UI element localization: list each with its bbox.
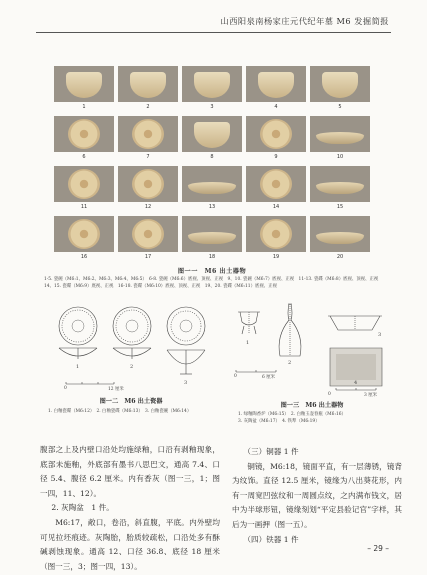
- photo-bowl-8: [182, 116, 242, 152]
- photo-number: 1: [82, 104, 86, 110]
- photo-dish-18: [182, 216, 242, 252]
- photo-number: 13: [208, 204, 216, 210]
- fig13-caption: 图一三 M6 出土器物: [280, 402, 344, 409]
- photo-number: 3: [210, 104, 214, 110]
- fig13-label-3: 3: [378, 332, 382, 338]
- fig13-drawing: [232, 300, 392, 396]
- page-number: – 29 –: [367, 544, 389, 553]
- fig12-scale-label: 12 厘米: [108, 387, 124, 392]
- plate-caption: 图一一 M6 出土器物: [177, 268, 247, 275]
- section-heading: （三）铜器 1 件: [243, 447, 299, 456]
- photo-row-2: [52, 116, 372, 166]
- photo-number: 18: [208, 254, 216, 260]
- fig12-legend: 1. 白釉瓷碟（M6:12） 2. 白釉瓷碟（M6:13） 3. 白釉瓷碗（M6:14）: [48, 409, 192, 414]
- photo-number: 2: [146, 104, 150, 110]
- photo-bowl-6: [54, 116, 114, 152]
- photo-bowl-9: [246, 116, 306, 152]
- photo-number: 14: [272, 204, 280, 210]
- photo-number: 20: [336, 254, 344, 260]
- figure-12: [46, 304, 216, 422]
- paragraph: 铜镜，M6:18，镜面平直，有一层薄锈，镜背为纹饰。直径 12.5 厘米，镜缘为八出葵花形，内有一周宽凹弦纹和一周圆点纹，之内满布钱文，居中为半球形钮，镜缘刻划“平定县验记官”字样，其后为一画押（图一五）。: [232, 461, 402, 529]
- section-heading: 2. 灰陶盆 1 件。: [51, 503, 114, 513]
- photo-number: 8: [210, 154, 214, 160]
- fig12-caption: 图一二 M6 出土瓷器: [99, 398, 163, 405]
- body-column-right: [232, 445, 402, 547]
- photo-dish-12: [118, 166, 178, 202]
- photo-number: 15: [336, 204, 344, 210]
- header-rule: [36, 32, 391, 33]
- photo-bowl-10: [310, 116, 370, 152]
- photo-row-4: [52, 216, 372, 266]
- fig12-scale-zero: 0: [64, 386, 67, 391]
- fig13-scale-left-label: 6 厘米: [262, 375, 275, 380]
- photo-bowl-5: [310, 66, 370, 102]
- photo-dish-15: [310, 166, 370, 202]
- photo-number: 6: [82, 154, 86, 160]
- photo-dish-11: [54, 166, 114, 202]
- photo-bowl-7: [118, 116, 178, 152]
- fig13-scale-left-zero: 0: [234, 374, 237, 379]
- fig12-label-3: 3: [184, 380, 188, 386]
- body-column-left: [40, 443, 220, 574]
- fig13-label-4: 4: [354, 380, 358, 386]
- photo-row-1: [52, 66, 372, 116]
- photo-dish-14: [246, 166, 306, 202]
- fig13-legend-line-1: 1. 绿釉陶香炉（M6:15） 2. 白釉玉壶春瓶（M6:16）: [238, 412, 346, 417]
- photo-number: 4: [274, 104, 278, 110]
- photo-dish-16: [54, 216, 114, 252]
- photo-number: 16: [80, 254, 88, 260]
- fig13-scale-right-label: 3 厘米: [364, 393, 377, 398]
- fig13-scale-right-zero: 0: [328, 392, 331, 397]
- plate-note: 1-5. 瓷碗（M6:1、M6:2、M6:3、M6:4、M6:5） 6-8. 瓷碗（M6:6）底视、顶视、正视 9、10. 瓷碗（M6:7）底视、正视 11-13. 瓷碟（M6:8）底视、顶视、正视 14、15. 瓷碟（M6:9）底视、正视 16-18. 瓷碟（M6:10）底视、顶视、正视 19、20. 瓷碟（M6:11）底视、正视: [44, 277, 383, 289]
- fig12-drawing: [46, 304, 216, 392]
- photo-bowl-1: [54, 66, 114, 102]
- photo-bowl-4: [246, 66, 306, 102]
- journal-title: 山西阳泉南杨家庄元代纪年墓 M6 发掘简报: [220, 16, 389, 26]
- running-header: [0, 0, 427, 42]
- photo-number: 7: [146, 154, 150, 160]
- photo-bowl-3: [182, 66, 242, 102]
- fig12-scale-bar: [66, 382, 114, 384]
- photo-bowl-2: [118, 66, 178, 102]
- figure-13: [232, 300, 392, 426]
- photo-number: 19: [272, 254, 280, 260]
- photo-dish-19: [246, 216, 306, 252]
- paragraph: M6:17，敞口，卷沿，斜直腹，平底。内外壁均可见拉坯痕迹。灰陶胎，胎质较疏松，口沿处多有酥碱剥蚀现象。通高 12、口径 36.8、底径 18 厘米（图一三，3；图一四，13）。: [40, 517, 220, 571]
- photo-dish-13: [182, 166, 242, 202]
- fig13-label-2: 2: [288, 360, 292, 366]
- photo-number: 12: [144, 204, 152, 210]
- photo-plate: [52, 66, 372, 275]
- photo-number: 17: [144, 254, 152, 260]
- photo-number: 5: [338, 104, 342, 110]
- fig13-label-1: 1: [246, 340, 250, 346]
- fig13-legend-line-2: 3. 灰陶盆（M6:17） 4. 铁犁（M6:19）: [238, 419, 320, 424]
- photo-dish-17: [118, 216, 178, 252]
- section-heading: （四）铁器 1 件: [243, 534, 299, 544]
- photo-dish-20: [310, 216, 370, 252]
- photo-number: 9: [274, 154, 278, 160]
- photo-number: 10: [336, 154, 344, 160]
- photo-row-3: [52, 166, 372, 216]
- fig12-label-2: 2: [130, 364, 134, 370]
- fig12-label-1: 1: [76, 364, 80, 370]
- paragraph: 腹部之上及内壁口沿处均施绿釉，口沿有剥釉现象，底部未施釉，外底部有墨书八思巴文，通高 7.4、口径 5.4、腹径 6.2 厘米。内有香灰（图一三，1；图一四，11、12）。: [40, 445, 220, 498]
- photo-number: 11: [80, 204, 88, 210]
